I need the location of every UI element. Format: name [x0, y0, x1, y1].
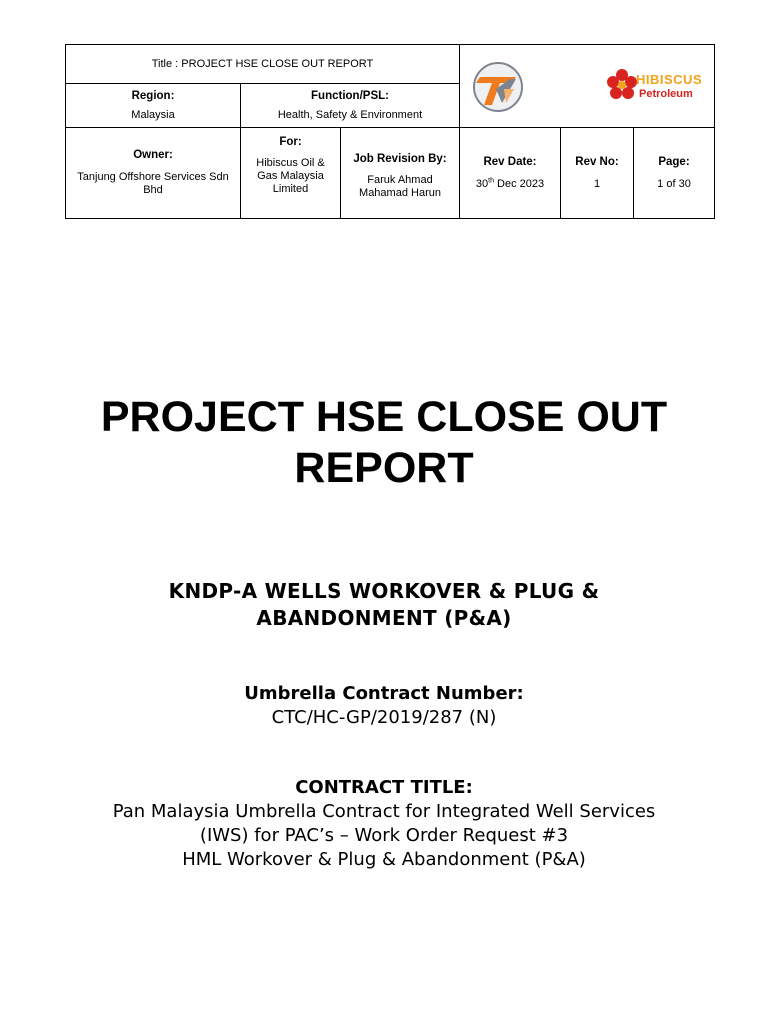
function-label: Function/PSL:: [311, 89, 389, 102]
rev-no-value: 1: [593, 177, 601, 190]
project-name-line1: KNDP-A WELLS WORKOVER & PLUG &: [168, 579, 600, 603]
revision-label: Job Revision By:: [353, 153, 447, 165]
contract-number-block: [0, 682, 768, 730]
owner-label: Owner:: [133, 149, 173, 161]
page-value: 1 of 30: [657, 177, 691, 190]
document-title-line1: PROJECT HSE CLOSE OUT: [100, 393, 668, 441]
page-cell: [634, 128, 714, 218]
region-cell: [66, 84, 240, 127]
page-label: Page:: [658, 155, 690, 168]
function-cell: [241, 84, 459, 127]
contract-title-line2: (IWS) for PAC’s – Work Order Request #3: [199, 825, 569, 846]
region-value: Malaysia: [131, 108, 175, 121]
hibiscus-logo: [606, 65, 708, 109]
hibiscus-flower-icon: [606, 67, 638, 105]
for-value: Hibiscus Oil & Gas Malaysia Limited: [256, 157, 325, 195]
tos-logo: [470, 59, 526, 115]
header-title: Title : PROJECT HSE CLOSE OUT REPORT: [151, 57, 374, 70]
contract-number-label: Umbrella Contract Number:: [244, 683, 524, 704]
rev-no-cell: [561, 128, 633, 218]
for-label: For:: [279, 136, 302, 148]
function-value: Health, Safety & Environment: [277, 108, 423, 121]
hibiscus-wordmark-bottom: Petroleum: [639, 88, 693, 100]
contract-number: CTC/HC-GP/2019/287 (N): [271, 707, 497, 728]
hibiscus-wordmark-top: HIBISCUS: [636, 72, 703, 87]
rev-date-suffix: th: [488, 176, 494, 184]
project-name-line2: ABANDONMENT (P&A): [256, 606, 512, 630]
owner-cell: [66, 128, 240, 218]
rev-date-value: [476, 178, 544, 191]
rev-no-label: Rev No:: [575, 155, 619, 168]
header-title-cell: [66, 45, 459, 83]
tos-logo-icon: [470, 59, 526, 115]
revision-value: Faruk Ahmad Mahamad Harun: [359, 174, 441, 199]
revision-cell: [341, 128, 459, 218]
contract-title-line1: Pan Malaysia Umbrella Contract for Integrated Well Services: [112, 801, 656, 822]
rev-date-day: 30: [475, 177, 489, 190]
document-title: [0, 392, 768, 494]
owner-value: Tanjung Offshore Services Sdn Bhd: [77, 171, 229, 196]
contract-title-line3: HML Workover & Plug & Abandonment (P&A): [182, 849, 586, 870]
project-name: [0, 578, 768, 632]
document-title-line2: REPORT: [294, 444, 474, 492]
rev-date-label: Rev Date:: [483, 155, 537, 168]
for-cell: [241, 128, 340, 218]
rev-date-cell: [460, 128, 560, 218]
contract-title-block: [0, 776, 768, 872]
rev-date-rest: Dec 2023: [497, 177, 545, 190]
document-header-table: [65, 44, 715, 219]
contract-title-label: CONTRACT TITLE:: [295, 777, 473, 798]
region-label: Region:: [131, 89, 175, 102]
